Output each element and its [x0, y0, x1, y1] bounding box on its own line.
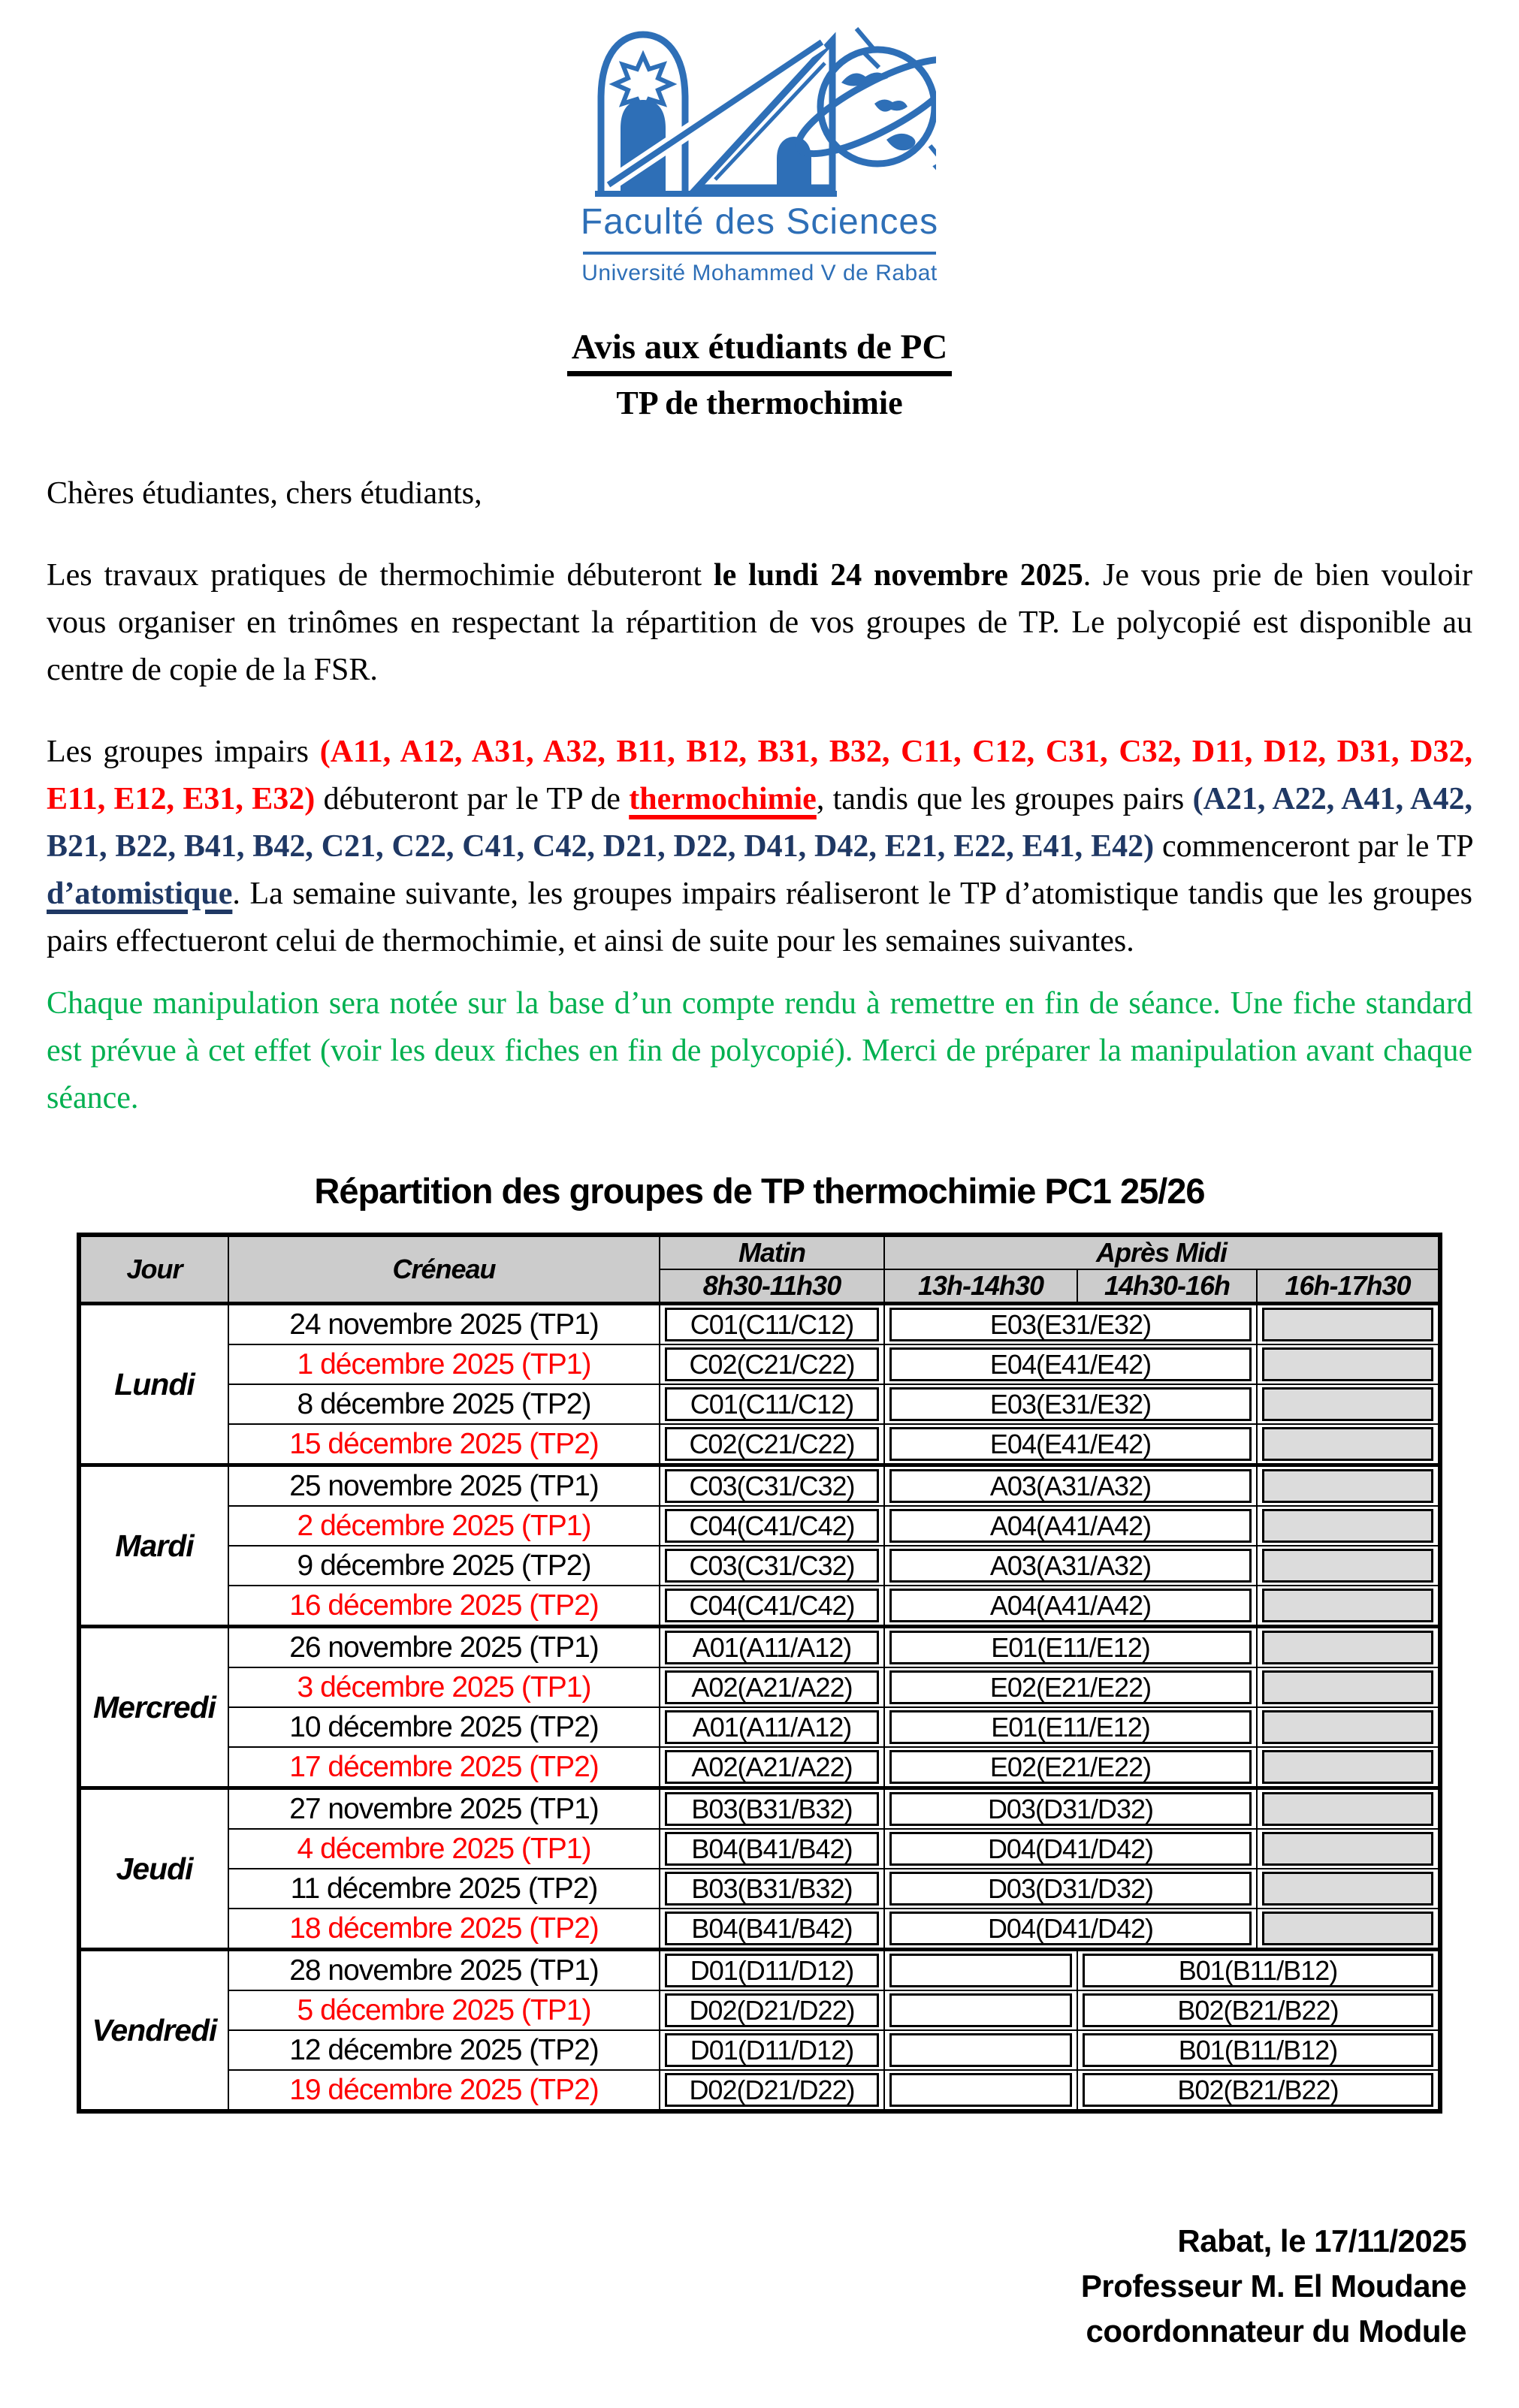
header-slot-early-pm: 13h-14h30 [884, 1269, 1077, 1304]
empty-gray-box [1262, 1549, 1433, 1583]
morning-cell [660, 2030, 884, 2070]
group-box: D03(D31/D32) [889, 1792, 1252, 1826]
group-box: D02(D21/D22) [665, 1993, 879, 2027]
start-date: le lundi 24 novembre 2025 [713, 558, 1083, 593]
notice-title: Avis aux étudiants de PC [567, 327, 953, 376]
university-name: Université Mohammed V de Rabat [581, 261, 938, 285]
date-cell: 10 décembre 2025 (TP2) [228, 1707, 660, 1747]
groups-text-4: commenceront par le TP [1154, 829, 1472, 864]
empty-gray-box [1262, 1670, 1433, 1704]
table-row [79, 1384, 1440, 1424]
table-row [79, 1950, 1440, 1991]
late-cell [1257, 1747, 1440, 1788]
table-row [79, 1465, 1440, 1507]
late-cell [1257, 1829, 1440, 1869]
logo-divider [583, 252, 936, 255]
empty-gray-box [1262, 1589, 1433, 1622]
intro-paragraph [47, 552, 1472, 694]
group-box: E03(E31/E32) [889, 1308, 1252, 1341]
late-pm-cell [1077, 2070, 1440, 2111]
afternoon-cell [884, 1627, 1257, 1668]
morning-cell [660, 1747, 884, 1788]
groups-text-5: . La semaine suivante, les groupes impairs réaliseront le TP d’atomistique tandis que les groupes pairs effectueront celui de thermochimie, et ainsi de suite pour les semaines suivantes. [47, 877, 1472, 958]
table-row [79, 1344, 1440, 1384]
group-box: B02(B21/B22) [1083, 1993, 1433, 2027]
date-cell: 26 novembre 2025 (TP1) [228, 1627, 660, 1668]
date-cell: 5 décembre 2025 (TP1) [228, 1990, 660, 2030]
odd-groups-list: (A11, A12, A31, A32, B11, B12, B31, B32, C11, C12, C31, C32, D11, D12, D31, D32, E11, E12, E31, E32) [47, 735, 1473, 816]
group-box: B03(B31/B32) [665, 1792, 879, 1826]
empty-gray-box [1262, 1912, 1433, 1945]
afternoon-cell [884, 1506, 1257, 1546]
group-box: A02(A21/A22) [665, 1750, 879, 1784]
logo [0, 0, 1519, 286]
afternoon-cell [884, 1667, 1257, 1707]
group-box: C04(C41/C42) [665, 1589, 879, 1622]
group-box: D03(D31/D32) [889, 1872, 1252, 1906]
date-cell: 9 décembre 2025 (TP2) [228, 1546, 660, 1586]
group-box: D01(D11/D12) [665, 2033, 879, 2067]
table-row [79, 1909, 1440, 1950]
header-slot-late-pm: 16h-17h30 [1257, 1269, 1440, 1304]
afternoon-cell [884, 1384, 1257, 1424]
table-row [79, 2030, 1440, 2070]
afternoon-cell [884, 1344, 1257, 1384]
afternoon-cell [884, 1424, 1257, 1465]
schedule-table [77, 1233, 1442, 2114]
morning-cell [660, 1707, 884, 1747]
group-box: E03(E31/E32) [889, 1387, 1252, 1421]
afternoon-cell [884, 1465, 1257, 1507]
late-cell [1257, 1424, 1440, 1465]
morning-cell [660, 1304, 884, 1345]
day-cell: Lundi [79, 1304, 228, 1465]
afternoon-cell [884, 1546, 1257, 1586]
table-row [79, 1747, 1440, 1788]
late-cell [1257, 1546, 1440, 1586]
empty-box [889, 1954, 1072, 1987]
empty-gray-box [1262, 1427, 1433, 1461]
date-cell: 18 décembre 2025 (TP2) [228, 1909, 660, 1950]
group-box: B04(B41/B42) [665, 1912, 879, 1945]
late-cell [1257, 1909, 1440, 1950]
group-box: B04(B41/B42) [665, 1832, 879, 1866]
group-box: A02(A21/A22) [665, 1670, 879, 1704]
empty-gray-box [1262, 1832, 1433, 1866]
late-pm-cell [1077, 1990, 1440, 2030]
afternoon-cell [884, 1707, 1257, 1747]
empty-gray-box [1262, 1792, 1433, 1826]
date-cell: 4 décembre 2025 (TP1) [228, 1829, 660, 1869]
group-box: E02(E21/E22) [889, 1750, 1252, 1784]
table-row [79, 1424, 1440, 1465]
date-cell: 15 décembre 2025 (TP2) [228, 1424, 660, 1465]
late-cell [1257, 1384, 1440, 1424]
morning-cell [660, 1424, 884, 1465]
empty-gray-box [1262, 1469, 1433, 1503]
table-row [79, 1707, 1440, 1747]
day-cell: Mardi [79, 1465, 228, 1627]
group-box: A01(A11/A12) [665, 1710, 879, 1744]
table-row [79, 1586, 1440, 1627]
afternoon-cell [884, 1586, 1257, 1627]
empty-gray-box [1262, 1387, 1433, 1421]
morning-cell [660, 1788, 884, 1830]
group-box: A03(A31/A32) [889, 1549, 1252, 1583]
header-apres-midi: Après Midi [884, 1235, 1440, 1269]
group-box: C03(C31/C32) [665, 1549, 879, 1583]
table-row [79, 1667, 1440, 1707]
signature-name: Professeur M. El Moudane [1080, 2268, 1466, 2304]
morning-cell [660, 1909, 884, 1950]
groups-text-2: débuteront par le TP de [315, 782, 630, 816]
late-cell [1257, 1586, 1440, 1627]
empty-gray-box [1262, 1631, 1433, 1664]
group-box: D01(D11/D12) [665, 1954, 879, 1987]
group-box: E02(E21/E22) [889, 1670, 1252, 1704]
date-cell: 12 décembre 2025 (TP2) [228, 2030, 660, 2070]
date-cell: 1 décembre 2025 (TP1) [228, 1344, 660, 1384]
early-pm-cell [884, 2070, 1077, 2111]
table-row [79, 1869, 1440, 1909]
morning-cell [660, 1950, 884, 1991]
late-cell [1257, 1667, 1440, 1707]
notice-subtitle: TP de thermochimie [616, 385, 903, 421]
late-cell [1257, 1465, 1440, 1507]
signature-block [0, 2219, 1466, 2354]
group-box: E04(E41/E42) [889, 1347, 1252, 1381]
date-cell: 11 décembre 2025 (TP2) [228, 1869, 660, 1909]
date-cell: 8 décembre 2025 (TP2) [228, 1384, 660, 1424]
empty-gray-box [1262, 1872, 1433, 1906]
group-box: C02(C21/C22) [665, 1427, 879, 1461]
table-row [79, 1506, 1440, 1546]
morning-cell [660, 1667, 884, 1707]
afternoon-cell [884, 1869, 1257, 1909]
morning-cell [660, 1627, 884, 1668]
day-cell: Jeudi [79, 1788, 228, 1950]
group-box: A04(A41/A42) [889, 1509, 1252, 1543]
late-cell [1257, 1788, 1440, 1830]
afternoon-cell [884, 1909, 1257, 1950]
empty-box [889, 2073, 1072, 2107]
empty-box [889, 2033, 1072, 2067]
header-slot-mid-pm: 14h30-16h [1077, 1269, 1257, 1304]
notice-heading [0, 327, 1519, 422]
date-cell: 16 décembre 2025 (TP2) [228, 1586, 660, 1627]
empty-gray-box [1262, 1509, 1433, 1543]
afternoon-cell [884, 1829, 1257, 1869]
empty-gray-box [1262, 1750, 1433, 1784]
group-box: D04(D41/D42) [889, 1832, 1252, 1866]
afternoon-cell [884, 1747, 1257, 1788]
group-box: E04(E41/E42) [889, 1427, 1252, 1461]
date-cell: 2 décembre 2025 (TP1) [228, 1506, 660, 1546]
signature-date: Rabat, le 17/11/2025 [1177, 2223, 1466, 2259]
intro-text-1: Les travaux pratiques de thermochimie débuteront [47, 558, 714, 593]
group-box: E01(E11/E12) [889, 1631, 1252, 1664]
groups-text-3: , tandis que les groupes pairs [816, 782, 1193, 816]
late-cell [1257, 1627, 1440, 1668]
group-box: A01(A11/A12) [665, 1631, 879, 1664]
faculty-name: Faculté des Sciences [580, 202, 939, 242]
header-creneau: Créneau [228, 1235, 660, 1304]
table-header [79, 1235, 1440, 1304]
late-cell [1257, 1344, 1440, 1384]
group-box: D02(D21/D22) [665, 2073, 879, 2107]
even-groups-list: (A21, A22, A41, A42, B21, B22, B41, B42, C21, C22, C41, C42, D21, D22, D41, D42, E21, E22, E41, E42) [47, 782, 1472, 864]
day-cell: Mercredi [79, 1627, 228, 1788]
afternoon-cell [884, 1788, 1257, 1830]
group-box: C03(C31/C32) [665, 1469, 879, 1503]
signature-role: coordonnateur du Module [1086, 2313, 1466, 2349]
group-box: C01(C11/C12) [665, 1308, 879, 1341]
morning-cell [660, 1586, 884, 1627]
morning-cell [660, 2070, 884, 2111]
morning-cell [660, 1465, 884, 1507]
header-matin: Matin [660, 1235, 884, 1269]
date-cell: 25 novembre 2025 (TP1) [228, 1465, 660, 1507]
early-pm-cell [884, 1990, 1077, 2030]
late-pm-cell [1077, 2030, 1440, 2070]
header-jour: Jour [79, 1235, 228, 1304]
group-box: B02(B21/B22) [1083, 2073, 1433, 2107]
groups-paragraph [47, 729, 1472, 965]
intro-text-2: . Je vous prie de bien vouloir vous organiser en trinômes en respectant la répartition de vos groupes de TP. Le polycopié est disponible au centre de copie de la FSR. [47, 558, 1473, 687]
date-cell: 24 novembre 2025 (TP1) [228, 1304, 660, 1345]
table-row [79, 1990, 1440, 2030]
late-cell [1257, 1869, 1440, 1909]
empty-box [889, 1993, 1072, 2027]
grading-paragraph: Chaque manipulation sera notée sur la base d’un compte rendu à remettre en fin de séance. Une fiche standard est prévue à cet effet (voir les deux fiches en fin de polycopié). Merci de préparer la manipulation avant chaque séance. [47, 986, 1472, 1115]
table-title: Répartition des groupes de TP thermochimie PC1 25/26 [314, 1171, 1205, 1211]
group-box: A03(A31/A32) [889, 1469, 1252, 1503]
table-row [79, 1627, 1440, 1668]
salutation: Chères étudiantes, chers étudiants, [47, 476, 482, 511]
table-row [79, 1304, 1440, 1345]
group-box: C01(C11/C12) [665, 1387, 879, 1421]
date-cell: 27 novembre 2025 (TP1) [228, 1788, 660, 1830]
empty-gray-box [1262, 1347, 1433, 1381]
early-pm-cell [884, 1950, 1077, 1991]
day-cell: Vendredi [79, 1950, 228, 2112]
morning-cell [660, 1546, 884, 1586]
table-row [79, 1829, 1440, 1869]
table-row [79, 1788, 1440, 1830]
morning-cell [660, 1869, 884, 1909]
late-cell [1257, 1506, 1440, 1546]
header-slot-morning: 8h30-11h30 [660, 1269, 884, 1304]
date-cell: 28 novembre 2025 (TP1) [228, 1950, 660, 1991]
late-pm-cell [1077, 1950, 1440, 1991]
group-box: B01(B11/B12) [1083, 2033, 1433, 2067]
morning-cell [660, 1506, 884, 1546]
thermochimie-term: thermochimie [629, 782, 817, 816]
empty-gray-box [1262, 1710, 1433, 1744]
group-box: C04(C41/C42) [665, 1509, 879, 1543]
morning-cell [660, 1990, 884, 2030]
faculty-logo-icon [583, 20, 936, 198]
empty-gray-box [1262, 1308, 1433, 1341]
morning-cell [660, 1384, 884, 1424]
date-cell: 19 décembre 2025 (TP2) [228, 2070, 660, 2111]
group-box: A04(A41/A42) [889, 1589, 1252, 1622]
table-row [79, 1546, 1440, 1586]
late-cell [1257, 1707, 1440, 1747]
atomistique-term: d’atomistique [47, 877, 233, 911]
table-row [79, 2070, 1440, 2111]
group-box: B01(B11/B12) [1083, 1954, 1433, 1987]
group-box: B03(B31/B32) [665, 1872, 879, 1906]
late-cell [1257, 1304, 1440, 1345]
group-box: D04(D41/D42) [889, 1912, 1252, 1945]
morning-cell [660, 1829, 884, 1869]
afternoon-cell [884, 1304, 1257, 1345]
early-pm-cell [884, 2030, 1077, 2070]
date-cell: 17 décembre 2025 (TP2) [228, 1747, 660, 1788]
group-box: C02(C21/C22) [665, 1347, 879, 1381]
date-cell: 3 décembre 2025 (TP1) [228, 1667, 660, 1707]
groups-text-1: Les groupes impairs [47, 735, 320, 769]
group-box: E01(E11/E12) [889, 1710, 1252, 1744]
morning-cell [660, 1344, 884, 1384]
